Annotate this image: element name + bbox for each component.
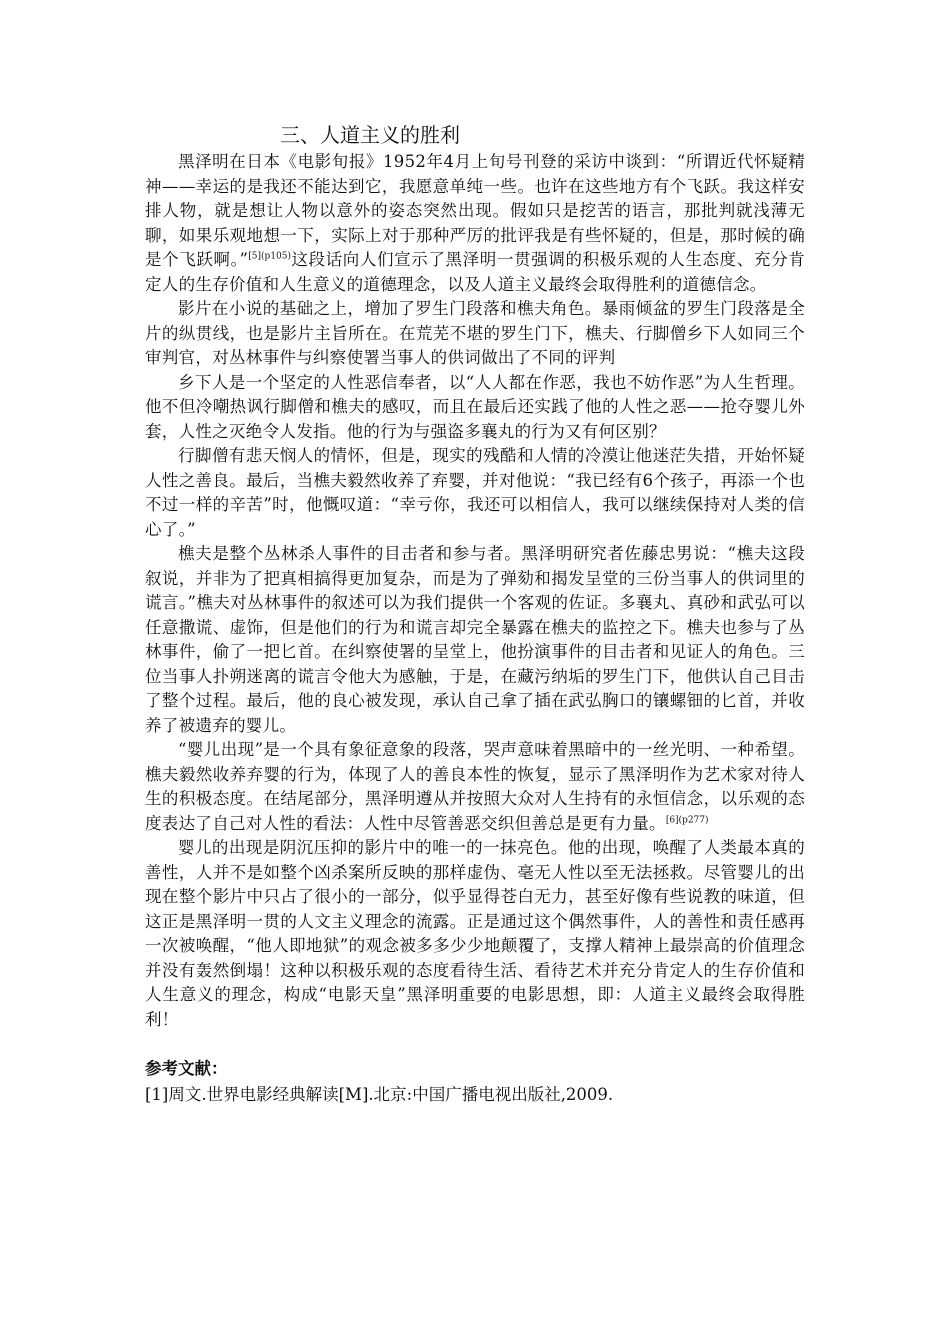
section-title: 三、人道主义的胜利 <box>280 123 460 147</box>
paragraph-6-text: “婴儿出现”是一个具有象征意象的段落，哭声意味着黑暗中的一丝光明、一种希望。樵夫毅然收养弃婴的行为，体现了人的善良本性的恢复，显示了黑泽明作为艺术家对待人生的积极态度。在结尾部分，黑泽明遵从并按照大众对人生持有的永恒信念，以乐观的态度表达了自己对人性的看法：人性中尽管善恶交织但善总是更有力量。 <box>145 740 805 833</box>
references-heading: 参考文献： <box>145 1059 228 1078</box>
paragraph-4: 行脚僧有悲天悯人的情怀，但是，现实的残酷和人情的冷漠让他迷茫失措，开始怀疑人性之善良。最后，当樵夫毅然收养了弃婴，并对他说：“我已经有6个孩子，再添一个也不过一样的辛苦”时，他慨叹道：“幸亏你，我还可以相信人，我可以继续保持对人类的信心了。” <box>145 446 805 539</box>
citation-6: [6](p277) <box>665 815 709 825</box>
document-page <box>145 120 805 1108</box>
reference-item: [1]周文.世界电影经典解读[M].北京:中国广播电视出版社,2009. <box>145 1085 614 1104</box>
paragraph-5: 樵夫是整个丛林杀人事件的目击者和参与者。黑泽明研究者佐藤忠男说：“樵夫这段叙说，并非为了把真相搞得更加复杂，而是为了弹劾和揭发呈堂的三份当事人的供词里的谎言。”樵夫对丛林事件的叙述可以为我们提供一个客观的佐证。多襄丸、真砂和武弘可以任意撒谎、虚饰，但是他们的行为和谎言却完全暴露在樵夫的监控之下。樵夫也参与了丛林事件，偷了一把匕首。在纠察使署的呈堂上，他扮演事件的目击者和见证人的角色。三位当事人扑朔迷离的谎言令他大为感触，于是，在藏污纳垢的罗生门下，他供认自己目击了整个过程。最后，他的良心被发现，承认自己拿了插在武弘胸口的镶螺钿的匕首，并收养了被遗弃的婴儿。 <box>145 544 805 735</box>
body-text <box>145 150 805 1032</box>
paragraph-1-tail: 这段话向人们宣示了黑泽明一贯强调的积极乐观的人生态度、充分肯定人的生存价值和人生意义的道德理念，以及人道主义最终会取得胜利的道德信念。 <box>145 250 806 294</box>
paragraph-3: 乡下人是一个坚定的人性恶信奉者，以“人人都在作恶，我也不妨作恶”为人生哲理。他不但冷嘲热讽行脚僧和樵夫的感叹，而且在最后还实践了他的人性之恶——抢夺婴儿外套，人性之灭绝令人发指。他的行为与强盗多襄丸的行为又有何区别？ <box>145 372 805 441</box>
paragraph-2: 影片在小说的基础之上，增加了罗生门段落和樵夫角色。暴雨倾盆的罗生门段落是全片的纵贯线，也是影片主旨所在。在荒芜不堪的罗生门下，樵夫、行脚僧乡下人如同三个审判官，对丛林事件与纠察使署当事人的供词做出了不同的评判 <box>145 299 805 367</box>
citation-5: [5](p105) <box>248 251 292 262</box>
paragraph-1-text: 黑泽明在日本《电影旬报》1952年4月上旬号刊登的采访中谈到：“所谓近代怀疑精神——幸运的是我还不能达到它，我愿意单纯一些。也许在这些地方有个飞跃。我这样安排人物，就是想让人物以意外的姿态突然出现。假如只是挖苦的语言，那批判就浅薄无聊，如果乐观地想一下，实际上对于那种严厉的批评我是有些怀疑的，但是，那时候的确是个飞跃啊。” <box>145 152 805 269</box>
paragraph-1 <box>145 150 805 297</box>
references-section <box>145 1056 805 1108</box>
paragraph-6 <box>145 738 805 836</box>
paragraph-7: 婴儿的出现是阴沉压抑的影片中的唯一的一抹亮色。他的出现，唤醒了人类最本真的善性，人并不是如整个凶杀案所反映的那样虚伪、毫无人性以至无法拯救。尽管婴儿的出现在整个影片中只占了很小的一部分，似乎显得苍白无力，甚至好像有些说教的味道，但这正是黑泽明一贯的人文主义理念的流露。正是通过这个偶然事件，人的善性和责任感再一次被唤醒，“他人即地狱”的观念被多多少少地颠覆了，支撑人精神上最崇高的价值理念并没有轰然倒塌！这种以积极乐观的态度看待生活、看待艺术并充分肯定人的生存价值和人生意义的理念，构成“电影天皇”黑泽明重要的电影思想，即：人道主义最终会取得胜利！ <box>145 838 805 1029</box>
